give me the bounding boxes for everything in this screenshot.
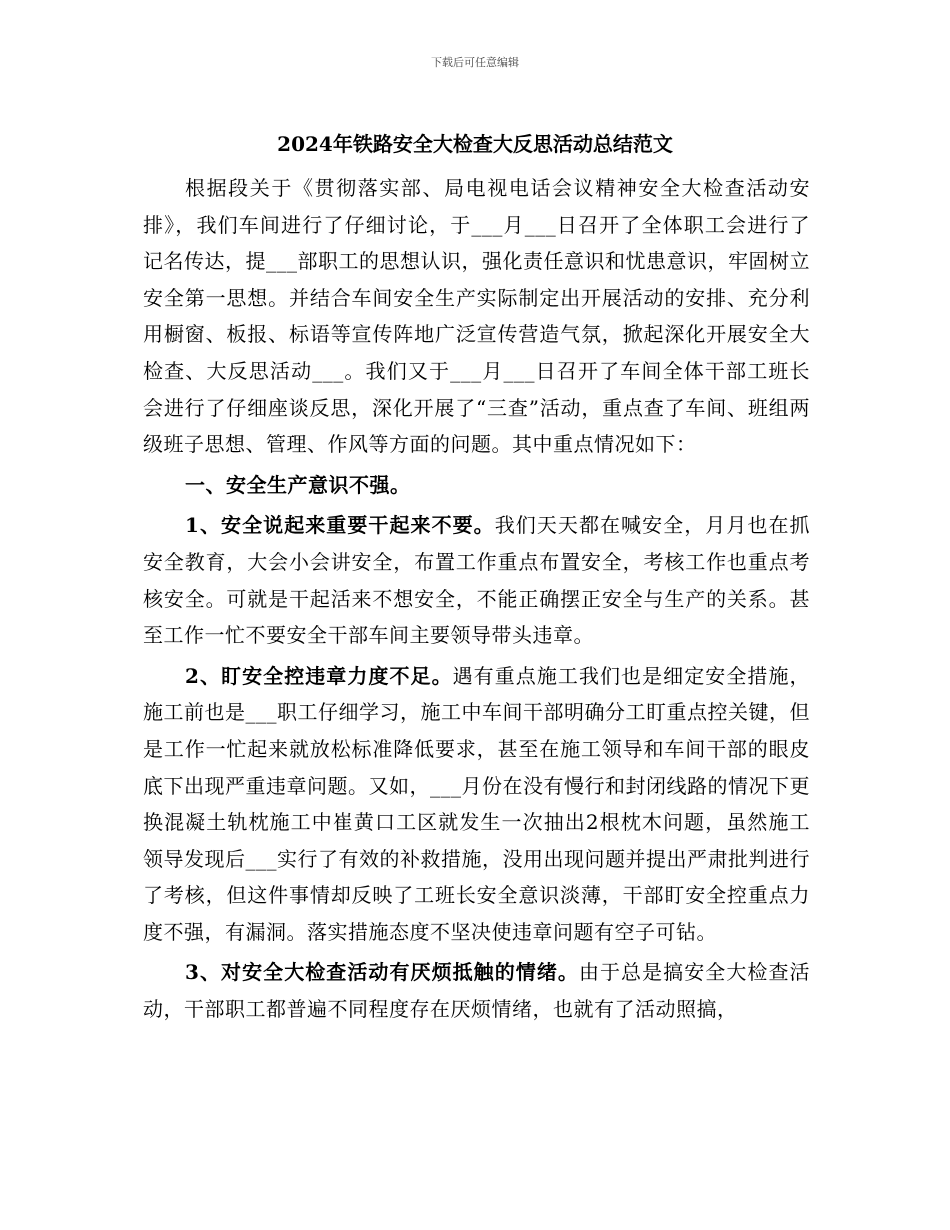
item-heading-1: 1、安全说起来重要干起来不要。: [185, 513, 495, 538]
page-header: 下载后可任意编辑: [431, 56, 519, 69]
section-heading: 一、安全生产意识不强。: [185, 472, 411, 497]
document-title: 2024年铁路安全大检查大反思活动总结范文: [277, 132, 673, 156]
item-text-1: 我们天天都在喊安全，月月也在抓安全教育，大会小会讲安全，布置工作重点布置安全，考核工作也重点考核安全。可就是干起活来不想安全，不能正确摆正安全与生产的关系。甚至工作一忙不要安全干部车间主要领导带头违章。: [143, 513, 810, 648]
item-text-3: 由于总是搞安全大检查活动，干部职工都普遍不同程度存在厌烦情绪，也就有了活动照搞，: [143, 960, 810, 1022]
item-heading-3: 3、对安全大检查活动有厌烦抵触的情绪。: [185, 960, 579, 985]
item-paragraph-3: [143, 954, 810, 1027]
item-paragraph-1: [143, 507, 810, 653]
intro-paragraph: 根据段关于《贯彻落实部、局电视电话会议精神安全大检查活动安排》，我们车间进行了仔细讨论，于___月___日召开了全体职工会进行了记名传达，提___部职工的思想认识，强化责任意识和忧患意识，牢固树立安全第一思想。并结合车间安全生产实际制定出开展活动的安排、充分利用橱窗、板报、标语等宣传阵地广泛宣传营造气氛，掀起深化开展安全大检查、大反思活动___。我们又于___月___日召开了车间全体干部工班长会进行了仔细座谈反思，深化开展了“三查”活动，重点查了车间、班组两级班子思想、管理、作风等方面的问题。其中重点情况如下：: [143, 176, 810, 457]
item-text-2: 遇有重点施工我们也是细定安全措施，施工前也是___职工仔细学习，施工中车间干部明确分工盯重点控关键，但是工作一忙起来就放松标准降低要求，甚至在施工领导和车间干部的眼皮底下出现严重违章问题。又如，___月份在没有慢行和封闭线路的情况下更换混凝土轨枕施工中崔黄口工区就发生一次抽出2根枕木问题，虽然施工领导发现后___实行了有效的补救措施，没用出现问题并提出严肃批判进行了考核，但这件事情却反映了工班长安全意识淡薄，干部盯安全控重点力度不强，有漏洞。落实措施态度不坚决使违章问题有空子可钻。: [143, 663, 810, 944]
item-paragraph-2: [143, 658, 810, 951]
item-heading-2: 2、盯安全控违章力度不足。: [185, 663, 453, 688]
document-body: [143, 170, 810, 1028]
